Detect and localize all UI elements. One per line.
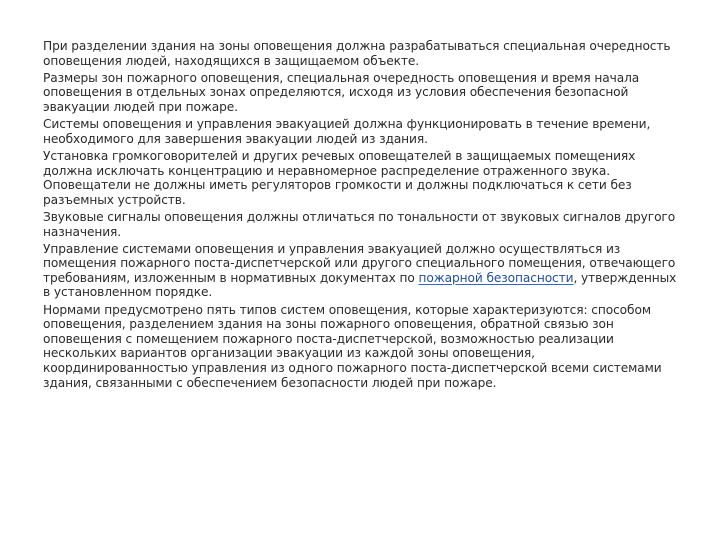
management-text-before: Управление системами оповещения и управления эвакуацией должно осуществляться из помещения пожарного поста-диспетчерской или другого специального помещения, отвечающего требованиям, изложенным в нормативных документах по	[43, 241, 676, 285]
paragraph-management	[43, 242, 680, 300]
paragraph-system-types: Нормами предусмотрено пять типов систем оповещения, которые характеризуются: способом оповещения, разделением здания на зоны пожарного оповещения, обратной связью зон оповещения с помещением пожарного поста-диспетчерской, возможностью реализации нескольких вариантов организации эвакуации из каждой зоны оповещения, координированностью управления из одного пожарного поста-диспетчерской всеми системами здания, связанными с обеспечением безопасности людей при пожаре.	[43, 302, 662, 390]
paragraph-zone-sizes: Размеры зон пожарного оповещения, специальная очередность оповещения и время начала оповещения в отдельных зонах определяются, исходя из условия обеспечения безопасной эвакуации людей при пожаре.	[43, 70, 640, 114]
paragraph-sound-signals: Звуковые сигналы оповещения должны отличаться по тональности от звуковых сигналов другого назначения.	[43, 209, 676, 239]
paragraph-speaker-installation: Установка громкоговорителей и других речевых оповещателей в защищаемых помещениях должна исключать концентрацию и неравномерное распределение отраженного звука. Оповещатели не должны иметь регуляторов громкости и должны подключаться к сети без разъемных устройств.	[43, 148, 636, 207]
fire-safety-link[interactable]: пожарной безопасности	[418, 270, 574, 285]
paragraph-zone-order: При разделении здания на зоны оповещения должна разрабатываться специальная очередность оповещения людей, находящихся в защищаемом объекте.	[43, 39, 671, 68]
paragraph-system-duration: Системы оповещения и управления эвакуацией должна функционировать в течение времени, необходимого для завершения эвакуации людей из здания.	[43, 117, 651, 146]
management-text-after: , утвержденных в установленном порядке.	[43, 270, 677, 300]
slide-body-text	[43, 39, 680, 393]
